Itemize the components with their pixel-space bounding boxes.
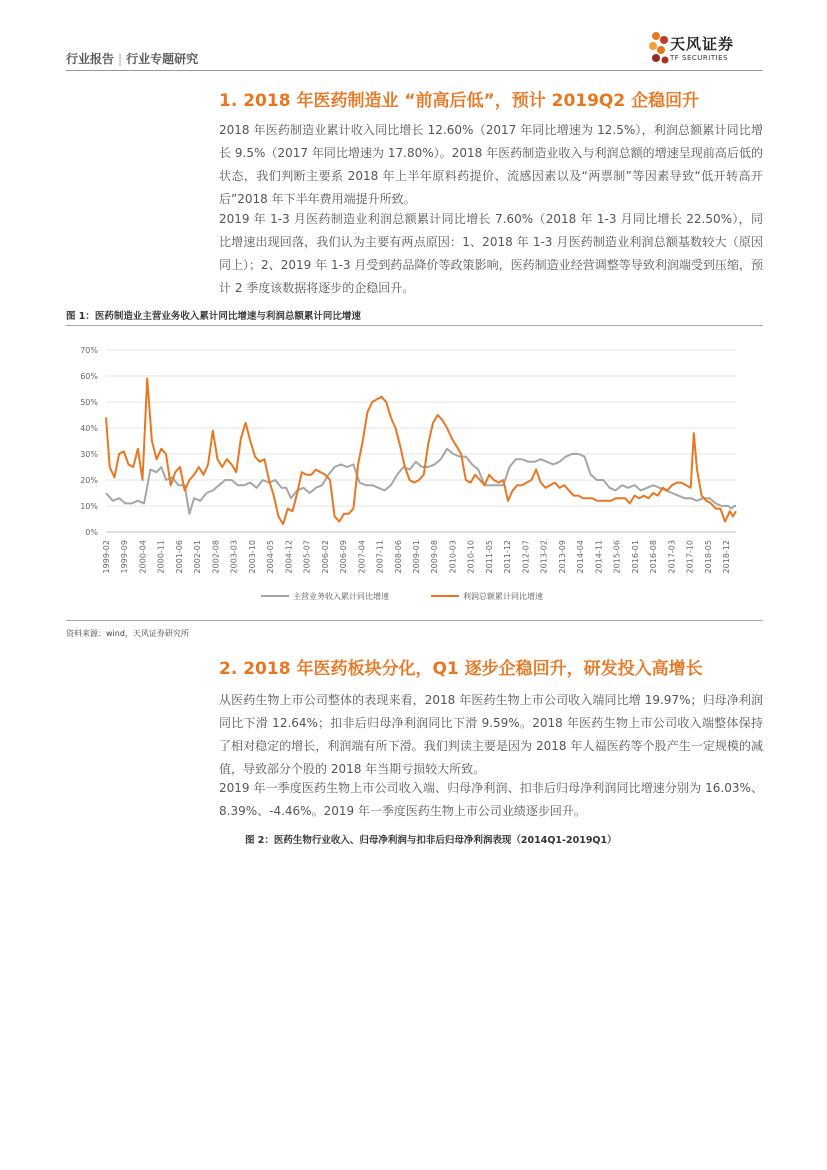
x-tick-label: 2013-09: [557, 540, 567, 574]
section2-paragraph-2: 2019 年一季度医药生物上市公司收入端、归母净利润、扣非后归母净利润同比增速分别为 16.03%、8.39%、-4.46%。2019 年一季度医药生物上市公司业绩逐步回升。: [219, 781, 763, 818]
y-tick-label: 30%: [80, 450, 98, 459]
y-tick-label: 10%: [80, 502, 98, 511]
x-tick-label: 2017-03: [667, 540, 677, 574]
x-tick-label: 2007-04: [357, 540, 367, 574]
line-chart: [66, 330, 763, 622]
legend-label: 主营业务收入累计同比增速: [293, 592, 389, 601]
x-tick-label: 2006-02: [320, 540, 330, 574]
x-tick-label: 2009-08: [430, 540, 440, 574]
x-tick-label: 2005-07: [302, 540, 312, 574]
x-tick-label: 2013-02: [539, 540, 549, 574]
report-breadcrumb: [66, 50, 198, 67]
report-type: 行业报告: [66, 52, 115, 66]
x-tick-label: 2017-10: [685, 540, 695, 574]
x-tick-label: 2004-05: [266, 540, 276, 574]
y-tick-label: 70%: [80, 346, 98, 355]
header-rule: [66, 70, 763, 71]
section2-title: 2. 2018 年医药板块分化，Q1 逐步企稳回升，研发投入高增长: [219, 659, 703, 679]
figure1-source: 资料来源：wind，天风证券研究所: [66, 629, 189, 638]
figure1-top-rule: [66, 325, 763, 326]
x-tick-label: 2000-11: [156, 540, 166, 574]
x-tick-label: 2014-04: [576, 540, 586, 574]
x-tick-label: 2010-03: [448, 540, 458, 574]
logo-name: 天风证券: [670, 35, 735, 53]
x-tick-label: 2000-04: [138, 540, 148, 574]
breadcrumb-separator: |: [118, 52, 123, 66]
series-line-2: [106, 379, 736, 525]
x-tick-label: 2002-08: [211, 540, 221, 574]
figure1-caption: 图 1：医药制造业主营业务收入累计同比增速与利润总额累计同比增速: [66, 311, 361, 322]
logo-subtitle: TF SECURITIES: [670, 54, 729, 62]
x-tick-label: 2016-08: [649, 540, 659, 574]
x-tick-label: 2010-10: [466, 540, 476, 574]
x-tick-label: 2006-09: [339, 540, 349, 574]
x-tick-label: 2007-11: [375, 540, 385, 574]
x-tick-label: 2012-07: [521, 540, 531, 574]
section1-paragraph-1: 2018 年医药制造业累计收入同比增长 12.60%（2017 年同比增速为 12.5%），利润总额累计同比增长 9.5%（2017 年同比增速为 17.80%）。2018 年医药制造业收入与利润总额的增速呈现前高后低的状态，我们判断主要系 2018 年上半年原料药提价、流感因素以及“两票制”等因素导致“低开转高开后”2018 年下半年费用端提升所致。: [219, 123, 763, 206]
tf-logo-icon: [648, 30, 672, 70]
series-line-1: [106, 449, 736, 514]
x-tick-label: 1999-02: [102, 540, 111, 574]
y-tick-label: 20%: [80, 476, 98, 485]
x-tick-label: 2011-12: [503, 540, 513, 574]
y-tick-label: 0%: [85, 528, 98, 537]
y-tick-label: 60%: [80, 372, 98, 381]
y-tick-label: 50%: [80, 398, 98, 407]
x-tick-label: 1999-09: [120, 540, 130, 574]
figure2-caption: 图 2：医药生物行业收入、归母净利润与扣非后归母净利润表现（2014Q1-2019Q1）: [245, 835, 617, 846]
figure1-bottom-rule: [66, 620, 763, 621]
x-tick-label: 2003-03: [229, 540, 239, 574]
report-subtype: 行业专题研究: [126, 52, 199, 66]
section2-paragraph-1: 从医药生物上市公司整体的表现来看，2018 年医药生物上市公司收入端同比增 19.97%；归母净利润同比下滑 12.64%；扣非后归母净利润同比下滑 9.59%。2018 年医药生物上市公司收入端整体保持了相对稳定的增长，利润端有所下滑。我们判读主要是因为 2018 年人福医药等个股产生一定规模的减值，导致部分个股的 2018 年当期亏损较大所致。: [219, 693, 763, 776]
x-tick-label: 2008-06: [393, 540, 403, 574]
x-tick-label: 2002-01: [193, 540, 203, 574]
x-tick-label: 2004-12: [284, 540, 294, 574]
x-tick-label: 2011-05: [484, 540, 494, 574]
x-tick-label: 2015-06: [612, 540, 622, 574]
legend-label: 利润总额累计同比增速: [463, 592, 543, 601]
x-tick-label: 2018-12: [722, 540, 731, 574]
x-tick-label: 2014-11: [594, 540, 604, 574]
x-tick-label: 2009-01: [412, 540, 421, 574]
x-tick-label: 2016-01: [630, 540, 640, 574]
x-tick-label: 2001-06: [174, 540, 184, 574]
x-tick-label: 2003-10: [247, 540, 257, 574]
x-tick-label: 2018-05: [703, 540, 713, 574]
y-tick-label: 40%: [80, 424, 98, 433]
section1-paragraph-2: 2019 年 1-3 月医药制造业利润总额累计同比增长 7.60%（2018 年 1-3 月同比增长 22.50%），同比增速出现回落，我们认为主要有两点原因：1、2018 年 1-3 月医药制造业利润总额基数较大（原因同上）；2、2019 年 1-3 月受到药品降价等政策影响，医药制造业经营调整等导致利润端受到压缩，预计 2 季度该数据将逐步的企稳回升。: [219, 212, 763, 295]
section1-title: 1. 2018 年医药制造业 “前高后低”，预计 2019Q2 企稳回升: [219, 91, 700, 111]
